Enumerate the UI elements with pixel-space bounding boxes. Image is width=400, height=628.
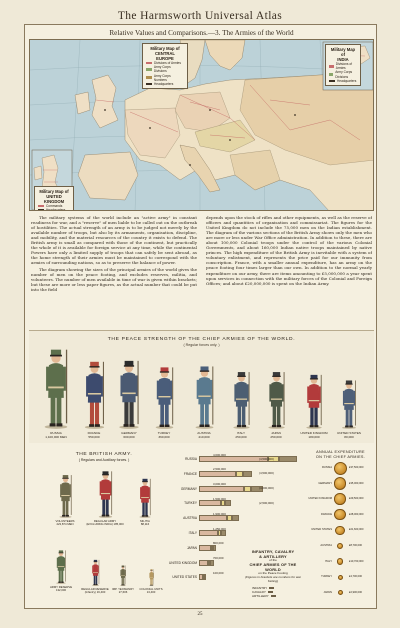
bar-segment-artillery [279, 456, 297, 462]
bar-total: 3,000,000 [213, 482, 226, 487]
bar-segment-infantry [199, 515, 227, 521]
soldier-figure [192, 362, 217, 429]
legend-label: Headquarters [154, 81, 174, 86]
atlas-title: The Harmsworth Universal Atlas [117, 10, 283, 22]
peace-soldier-austria [187, 362, 221, 429]
coin-value: £37,500,000 [349, 466, 364, 469]
paragraph: The diagram showing the sizes of the principal armies of the world gives the number of men on the peace footing, and excludes reserves, militia, and volunteers. The number of men available in time of war is given within brackets; but these are more or less paper figures, as the actual number that could be put into the field [31, 266, 197, 293]
legend-swatch [146, 83, 152, 86]
bar-segment-infantry [199, 456, 268, 462]
paragraph: The military systems of the world include an "active army" in constant readiness for war, and a "reserve" of men liable to be called out on the outbreak of hostilities. The actual strength of an army is to be judged not merely by the available number of troops, but also by its armaments, organisation, discipline, and mobility, and the material resources of the country it exists to defend. The British army is small as compared with those of the continent, but practically the whole of it is available for foreign service at any time, while the continental Powers have only a limited supply of troops that can safely be sent abroad, as the home strength of their armies must be maintained to correspond with the armies of surrounding nations, so as to preserve the balance of power. [31, 215, 197, 266]
coin-country: FRANCE [320, 512, 332, 516]
bar-segment-artillery [210, 560, 214, 566]
bar-total: 1,500,000 [213, 496, 226, 501]
soldier-figure [96, 468, 115, 518]
legend-item [329, 70, 357, 78]
key-title-2: & ARTILLERY [259, 553, 287, 559]
bar-segment-infantry [199, 486, 244, 492]
soldier-name: REGULAR RESERVE [81, 587, 109, 591]
soldier-value: 410,000 [198, 434, 210, 439]
military-maps [29, 39, 374, 211]
bar-segment-artillery [232, 515, 239, 521]
coin-value: £21,600,000 [349, 528, 364, 532]
bar-segment-infantry [199, 560, 208, 566]
gold-coin-icon [337, 558, 344, 565]
peace-soldier-united-states [332, 377, 366, 429]
legend-swatch [329, 80, 335, 83]
soldier-name: ARMY RESERVE [49, 585, 73, 589]
page-number: 25 [197, 612, 203, 617]
legend-swatch [329, 73, 333, 76]
soldier-figure [40, 344, 72, 429]
coin-value: £35,000,000 [349, 481, 364, 485]
soldier-figure [152, 363, 177, 429]
text-column-left [31, 215, 197, 323]
key-sub: on the Peace Footing [258, 571, 288, 576]
british-soldier-label [45, 520, 85, 527]
legend-title-1: Military Map of [39, 189, 69, 194]
bar-total: 100,000 [213, 570, 224, 575]
british-soldier-imp-yeomanry [109, 564, 137, 586]
peace-soldier-italy [224, 368, 258, 429]
bar-war-value: (4,500,000) [259, 456, 274, 461]
coin-value: £10,700,000 [349, 559, 364, 563]
soldier-value: 132,000 [55, 588, 67, 593]
soldier-value: 250,000 [270, 434, 282, 439]
bar-segment-cavalry [244, 486, 252, 492]
bar-total: 2,500,000 [213, 467, 226, 472]
soldier-value: 88,116 [140, 522, 150, 527]
gold-coin-icon [334, 493, 346, 505]
bar-total: 4,600,000 [213, 452, 226, 457]
british-army-title: THE BRITISH ARMY. [75, 452, 133, 457]
bar-segment-artillery [221, 530, 226, 536]
british-soldier-regular-army [91, 468, 119, 518]
soldier-name: AUSTRIA [197, 431, 211, 435]
paragraph: depends upon the stock of rifles and other equipments, as well as the reserve of officers and quantities of organisation and commissariat. The figures for the United Kingdom do not include the 75,000 men on the Indian establishment. The diagram of the various sections of the British Army shows only the men who are more or less under War Office administration. In addition to these, there are about 100,000 Colonial troops under the control of the various Colonial Governments, and about 160,000 Indian native troops maintained by native princes. The high expenditure of the British Army is inevitable with a system of voluntary enlistment, and represents the price paid for our immunity from conscription. France, with a smaller annual expenditure, has an army on the peace footing four times larger than our own. In addition to the normal yearly expenditure on our army, there are items amounting to £5,000,000 a year spent upon services in connection with the military forces of the Colonial and Foreign Offices; and about £20,000,000 is spent on the Indian Army. [206, 215, 372, 286]
soldier-figure [230, 368, 253, 429]
legend-swatch [146, 62, 152, 65]
british-soldier-volunteers [51, 472, 79, 518]
gold-coin-icon [337, 543, 343, 549]
legend-swatch [146, 68, 152, 71]
peace-soldier-japan [259, 368, 293, 429]
bar-row-label: JAPAN [186, 545, 197, 550]
bar-row-label: ITALY [188, 531, 197, 535]
legend-label: Divisions of Armies [335, 62, 353, 71]
key-title-3: of the [269, 558, 277, 563]
legend-label: Headquarters [46, 208, 66, 211]
soldier-name: GERMANY [121, 431, 137, 435]
coin-value: £2,900,000 [349, 590, 362, 594]
coin-country: UNITED KINGDOM [308, 497, 332, 501]
soldier-value: 250,000 [235, 434, 247, 439]
british-soldier-label [125, 520, 165, 527]
coin-country: RUSSIA [321, 466, 332, 469]
coin-country: TURKEY [321, 575, 332, 579]
soldier-value: 1,100,000 MEN [45, 434, 67, 439]
bar-total: 1,250,000 [213, 526, 226, 531]
legend-title-2: UNITED KINGDOM [43, 194, 65, 205]
bar-segment-infantry [199, 471, 236, 477]
soldier-value: 550,000 [88, 434, 100, 439]
coin-value: £29,500,000 [349, 497, 364, 501]
soldier-name: FRANCE [87, 431, 101, 435]
bar-total: 700,000 [213, 556, 224, 561]
bar-segment-artillery [213, 545, 216, 551]
bar-segment-infantry [199, 545, 211, 551]
soldier-name: REGULAR ARMY [93, 519, 117, 523]
key-title-4: CHIEF ARMIES OF THE WORLD [249, 562, 297, 572]
bar-segment-artillery [243, 471, 253, 477]
expenditure-title-1: ANNUAL EXPENDITURE [316, 450, 365, 454]
india-legend [325, 44, 361, 86]
bar-row-label: AUSTRIA [183, 516, 197, 521]
peace-strength-panel [29, 330, 374, 443]
gold-coin-icon [338, 575, 343, 580]
soldier-figure [115, 356, 143, 429]
key-swatch [268, 591, 273, 594]
bar-segment-infantry [199, 500, 221, 506]
coin-country: JAPAN [323, 590, 332, 594]
peace-soldier-united-kingdom [297, 371, 331, 429]
peace-soldier-label [183, 432, 225, 440]
soldier-figure [90, 558, 101, 586]
key-label: CAVALRY [252, 590, 266, 594]
expenditure-title [307, 450, 374, 459]
soldier-name: UNITED STATES [337, 431, 361, 435]
peace-soldier-label [143, 432, 185, 440]
gold-coin-icon [335, 526, 345, 536]
key-title-1: INFANTRY, CAVALRY [251, 549, 295, 554]
bar-segment-artillery [204, 574, 206, 580]
soldier-name: JAPAN [271, 431, 281, 435]
legend-title-2: INDIA [337, 57, 349, 63]
bar-row-label: TURKEY [184, 501, 197, 506]
british-soldier-label [131, 588, 171, 595]
peace-soldier-label [328, 432, 370, 440]
soldier-name: RUSSIA [50, 431, 62, 435]
british-army-subtitle: ( Regulars and Auxiliary forces. ) [78, 458, 130, 462]
legend-swatch [329, 65, 334, 68]
soldier-figure [148, 568, 155, 586]
soldier-name: COLONIAL UNITS [139, 587, 163, 591]
soldier-value: 80,000 [344, 434, 354, 439]
peace-soldier-turkey [147, 363, 181, 429]
bar-segment-artillery [225, 500, 231, 506]
soldier-name: ITALY [236, 431, 246, 435]
legend-title-2: CENTRAL EUROPE [154, 51, 175, 62]
bar-total: 800,000 [213, 541, 224, 546]
soldier-value: 360,000 [158, 434, 170, 439]
peace-soldier-germany [112, 356, 146, 429]
coin-country: GERMANY [318, 481, 332, 485]
legend-item [38, 208, 70, 211]
soldier-figure [81, 357, 108, 429]
coin-value: £8,700,000 [349, 544, 362, 547]
british-soldier-militia [131, 476, 159, 518]
soldier-name: MILITIA [140, 519, 150, 523]
legend-label: Army Corps Divisions [335, 70, 353, 79]
legend-label: Commands [46, 204, 63, 209]
soldier-value: 27,606 [118, 590, 128, 595]
central-europe-legend [142, 43, 188, 89]
page-subtitle: Relative Values and Comparisons.—3. The Armies of the World [109, 29, 294, 37]
legend-label: Army Corps Numbers [153, 73, 171, 82]
coin-value: £4,700,000 [349, 575, 362, 579]
gold-coin-icon [338, 590, 343, 595]
legend-label: Army Corps Divisions [153, 65, 171, 74]
legend-item [146, 74, 184, 82]
soldier-figure [303, 371, 325, 429]
text-column-right [206, 215, 372, 323]
soldier-value: 600,000 [123, 434, 135, 439]
soldier-value: (Infantry) 16,400 [84, 590, 106, 595]
legend-item [329, 62, 357, 70]
peace-soldier-russia [39, 344, 73, 429]
soldier-figure [119, 564, 127, 586]
coin-value: £28,000,000 [349, 512, 364, 516]
bar-row-label: GERMANY [180, 486, 197, 491]
europe-map [30, 40, 374, 211]
soldier-value: 180,000 [308, 434, 320, 439]
legend-swatch [38, 209, 44, 211]
bar-row-label: UNITED STATES [172, 575, 197, 580]
legend-label: Headquarters [337, 78, 357, 83]
legend-swatch [38, 205, 44, 208]
infantry-key-box [242, 550, 304, 598]
legend-title-1: Military Map of [330, 47, 356, 58]
legend-item [146, 65, 184, 73]
legend-item [146, 82, 184, 86]
bar-war-value: (4,500,000) [259, 471, 274, 476]
expenditure-title-2: ON THE CHIEF ARMIES. [315, 454, 366, 459]
bar-war-value: (2,500,000) [259, 500, 274, 505]
gold-coin-icon [334, 477, 347, 490]
gold-coin-icon [334, 509, 345, 520]
gold-coin-icon [334, 462, 347, 475]
key-swatch [269, 587, 274, 590]
soldier-name: TURKEY [157, 431, 171, 435]
bar-total: 1,900,000 [213, 511, 226, 516]
soldier-value: (EXCLUDING INDIA) 185,000 [86, 522, 124, 527]
legend-label: Divisions of Armies [154, 61, 181, 66]
soldier-value: 223,874 MEN [56, 522, 74, 527]
soldier-name: VOLUNTEERS [55, 519, 75, 523]
soldier-value: 13,400 [146, 590, 156, 595]
peace-title: THE PEACE STRENGTH OF THE CHIEF ARMIES OF THE WORLD. [107, 337, 296, 342]
key-label: INFANTRY [252, 586, 268, 590]
legend-item [329, 79, 357, 83]
coin-country: AUSTRIA [320, 544, 332, 547]
peace-soldier-label [255, 432, 297, 440]
soldier-figure [137, 476, 153, 518]
bar-segment-infantry [199, 530, 218, 536]
british-soldier-army-reserve [47, 548, 75, 584]
soldier-figure [54, 548, 68, 584]
peace-subtitle: ( Regular forces only. ) [183, 343, 220, 347]
bar-row-label: FRANCE [183, 471, 197, 476]
peace-soldier-label [35, 432, 77, 440]
uk-legend [34, 186, 74, 211]
bar-row-label: UNITED KINGDOM [169, 560, 197, 565]
key-sub2: (Figures in brackets are numbers for war footing) [245, 575, 301, 584]
british-soldier-label [85, 520, 125, 527]
bar-war-value: (4,000,000) [259, 486, 274, 491]
legend-title-1: Military Map of [150, 46, 180, 51]
key-swatch [271, 595, 276, 598]
bar-row-label: RUSSIA [185, 457, 197, 461]
page-frame [24, 24, 377, 609]
coin-country: ITALY [324, 559, 332, 563]
soldier-name: UNITED KINGDOM [300, 431, 328, 435]
british-soldier-regular-reserve [81, 558, 109, 586]
peace-soldier-france [77, 357, 111, 429]
key-label: ARTILLERY [252, 594, 269, 598]
lower-panel [29, 446, 374, 606]
soldier-figure [57, 472, 74, 518]
key-artillery [252, 594, 304, 598]
soldier-figure [265, 368, 288, 429]
soldier-figure [339, 377, 359, 429]
soldier-name: IMP. YEOMANRY [111, 587, 135, 591]
legend-swatch [146, 76, 152, 79]
coin-country: UNITED STATES [311, 528, 332, 532]
